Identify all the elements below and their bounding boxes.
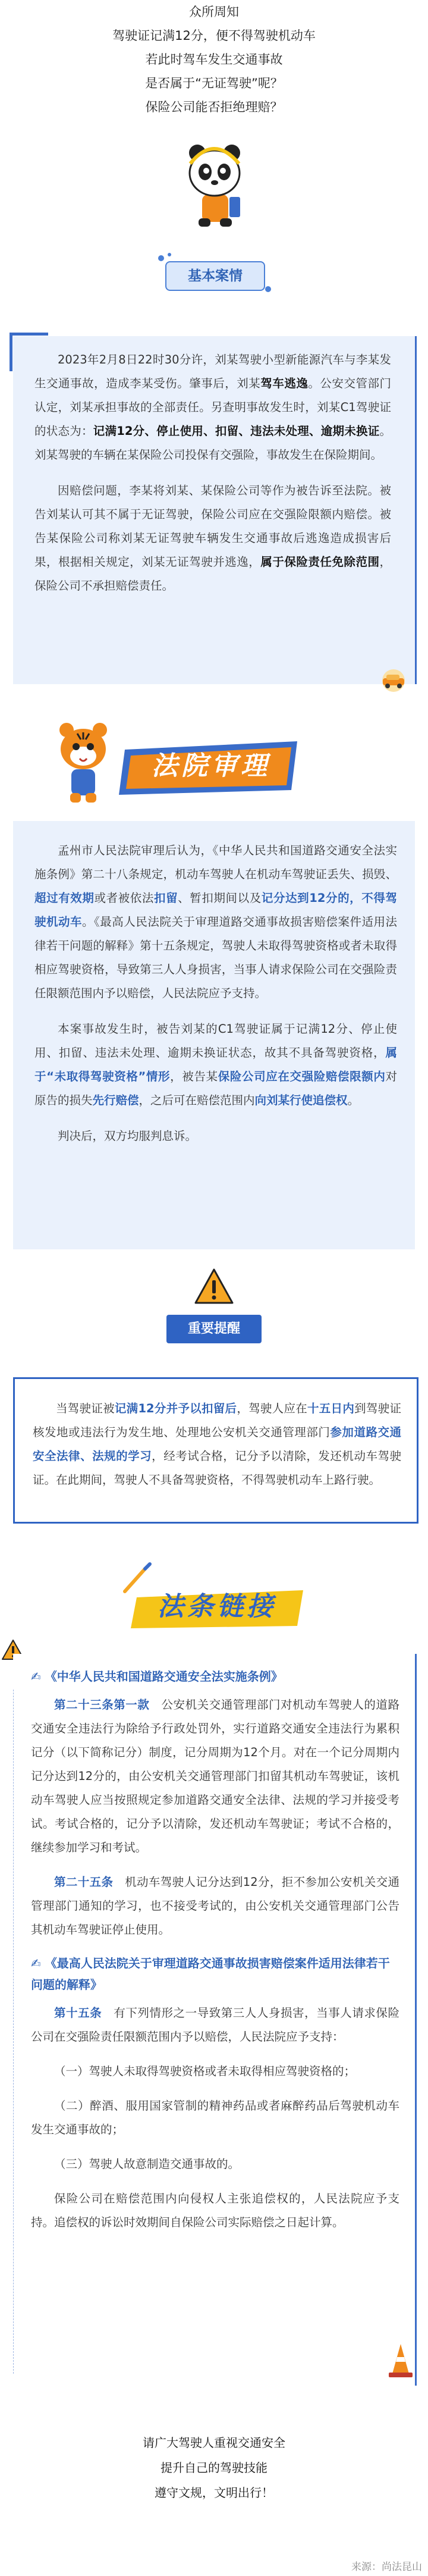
intro-line: 众所周知 xyxy=(189,5,239,19)
law-card xyxy=(13,1654,417,2386)
section-tag-label: 基本案情 xyxy=(165,261,265,291)
intro-text xyxy=(0,0,428,119)
law-item: （一）驾驶人未取得驾驶资格或者未取得相应驾驶资格的； xyxy=(54,2064,356,2078)
section-title-court xyxy=(113,720,309,809)
intro-line: 是否属于“无证驾驶”呢？ xyxy=(145,76,283,90)
section-title-law xyxy=(113,1562,315,1633)
section-tag-basic-case xyxy=(155,253,273,293)
law-heading-2: ✍ 《最高人民法院关于审理道路交通事故损害赔偿案件适用法律若干问题的解释》 xyxy=(31,1956,390,1992)
law-title-label: 法条链接 xyxy=(158,1591,276,1622)
closing-line: 遵守文规，文明出行！ xyxy=(155,2486,273,2500)
case-paragraph-1: 2023年2月8日22时30分许，刘某驾驶小型新能源汽车与李某发生交通事故，造成李某受伤。肇事后，刘某驾车逃逸。公安交管部门认定，刘某承担事故的全部责任。另查明事故发生时，刘某C1驾驶证的状态为：记满12分、停止使用、扣留、违法未处理、逾期未换证。刘某驾驶的车辆在某保险公司投保有交强险，事故发生在保险期间。 xyxy=(34,353,391,462)
intro-line: 保险公司能否拒绝理赔？ xyxy=(145,100,283,114)
law-article-23: 第二十三条第一款 公安机关交通管理部门对机动车驾驶人的道路交通安全违法行为除给予行政处罚外，实行道路交通安全违法行为累积记分（以下简称记分）制度，记分周期为12个月。对在一个记分周期内记分达到12分的，由公安机关交通管理部门扣留其机动车驾驶证，该机动车驾驶人应当按照规定参加道路交通安全法律、法规的学习并接受考试。考试合格的，记分予以清除，发还机动车驾驶证；考试不合格的，继续参加学习和考试。 xyxy=(31,1698,399,1854)
court-paragraph-1: 孟州市人民法院审理后认为，《中华人民共和国道路交通安全法实施条例》第二十八条规定，机动车驾驶人在机动车驾驶证丢失、损毁、超过有效期或者被依法扣留、暂扣期间以及记分达到12分的，不得驾驶机动车。《最高人民法院关于审理道路交通事故损害赔偿案件适用法律若干问题的解释》第十五条规定，驾驶人未取得驾驶资格或者未取得相应驾驶资格，导致第三人人身损害，当事人请求保险公司在交强险责任限额范围内予以赔偿，人民法院应予支持。 xyxy=(34,844,397,1000)
car-icon xyxy=(376,669,411,692)
closing-line: 提升自己的驾驶技能 xyxy=(160,2461,268,2475)
case-paragraph-2: 因赔偿问题，李某将刘某、某保险公司等作为被告诉至法院。被告刘某认可其不属于无证驾驶，保险公司应在交强险限额内赔偿。被告某保险公司称刘某无证驾驶车辆发生交通事故后逃逸造成损害后果，根据相关规定，刘某无证驾驶并逃逸，属于保险责任免除范围，保险公司不承担赔偿责任。 xyxy=(34,484,391,593)
intro-line: 驾驶证记满12分，便不得驾驶机动车 xyxy=(112,29,316,43)
law-article-15: 第十五条 有下列情形之一导致第三人人身损害，当事人请求保险公司在交强险责任限额范围内予以赔偿，人民法院应予支持： xyxy=(31,2006,399,2044)
case-card xyxy=(13,336,417,684)
court-paragraph-3: 判决后，双方均服判息诉。 xyxy=(58,1129,197,1143)
important-reminder-header xyxy=(131,1267,297,1359)
reminder-paragraph: 当驾驶证被记满12分并予以扣留后，驾驶人应在十五日内到驾驶证核发地或违法行为发生地、处理地公安机关交通管理部门参加道路交通安全法律、法规的学习，经考试合格，记分予以清除，发还机动车驾驶证。在此期间，驾驶人不具备驾驶资格，不得驾驶机动车上路行驶。 xyxy=(33,1402,401,1487)
intro-line: 若此时驾车发生交通事故 xyxy=(145,52,283,67)
law-article-15-tail: 保险公司在赔偿范围内向侵权人主张追偿权的，人民法院应予支持。追偿权的诉讼时效期间自保险公司实际赔偿之日起计算。 xyxy=(31,2192,399,2229)
source-label: 来源：尚法昆山 xyxy=(351,2561,422,2573)
closing-line: 请广大驾驶人重视交通安全 xyxy=(143,2436,285,2450)
court-card xyxy=(13,821,415,1249)
tiger-mascot-icon xyxy=(54,717,113,806)
law-article-25: 第二十五条 机动车驾驶人记分达到12分，拒不参加公安机关交通管理部门通知的学习，也不接受考试的，由公安机关交通管理部门公告其机动车驾驶证停止使用。 xyxy=(31,1875,399,1936)
panda-mascot-icon xyxy=(178,140,250,229)
court-paragraph-2: 本案事故发生时，被告刘某的C1驾驶证属于记满12分、停止使用、扣留、违法未处理、逾期未换证状态，故其不具备驾驶资格，属于“未取得驾驶资格”情形，被告某保险公司应在交强险赔偿限额内对原告的损失先行赔偿，之后可在赔偿范围内向刘某行使追偿权。 xyxy=(34,1022,397,1107)
closing-text xyxy=(0,2430,428,2505)
court-title-label: 法院审理 xyxy=(152,751,270,781)
law-item: （二）醉酒、服用国家管制的精神药品或者麻醉药品后驾驶机动车发生交通事故的； xyxy=(31,2099,399,2136)
law-heading-1: ✍ 《中华人民共和国道路交通安全法实施条例》 xyxy=(31,1669,283,1684)
warning-icon xyxy=(193,1267,235,1305)
reminder-card xyxy=(13,1377,418,1524)
reminder-label: 重要提醒 xyxy=(187,1321,240,1336)
traffic-cone-icon xyxy=(388,2343,414,2378)
law-item: （三）驾驶人故意制造交通事故的。 xyxy=(54,2157,240,2171)
